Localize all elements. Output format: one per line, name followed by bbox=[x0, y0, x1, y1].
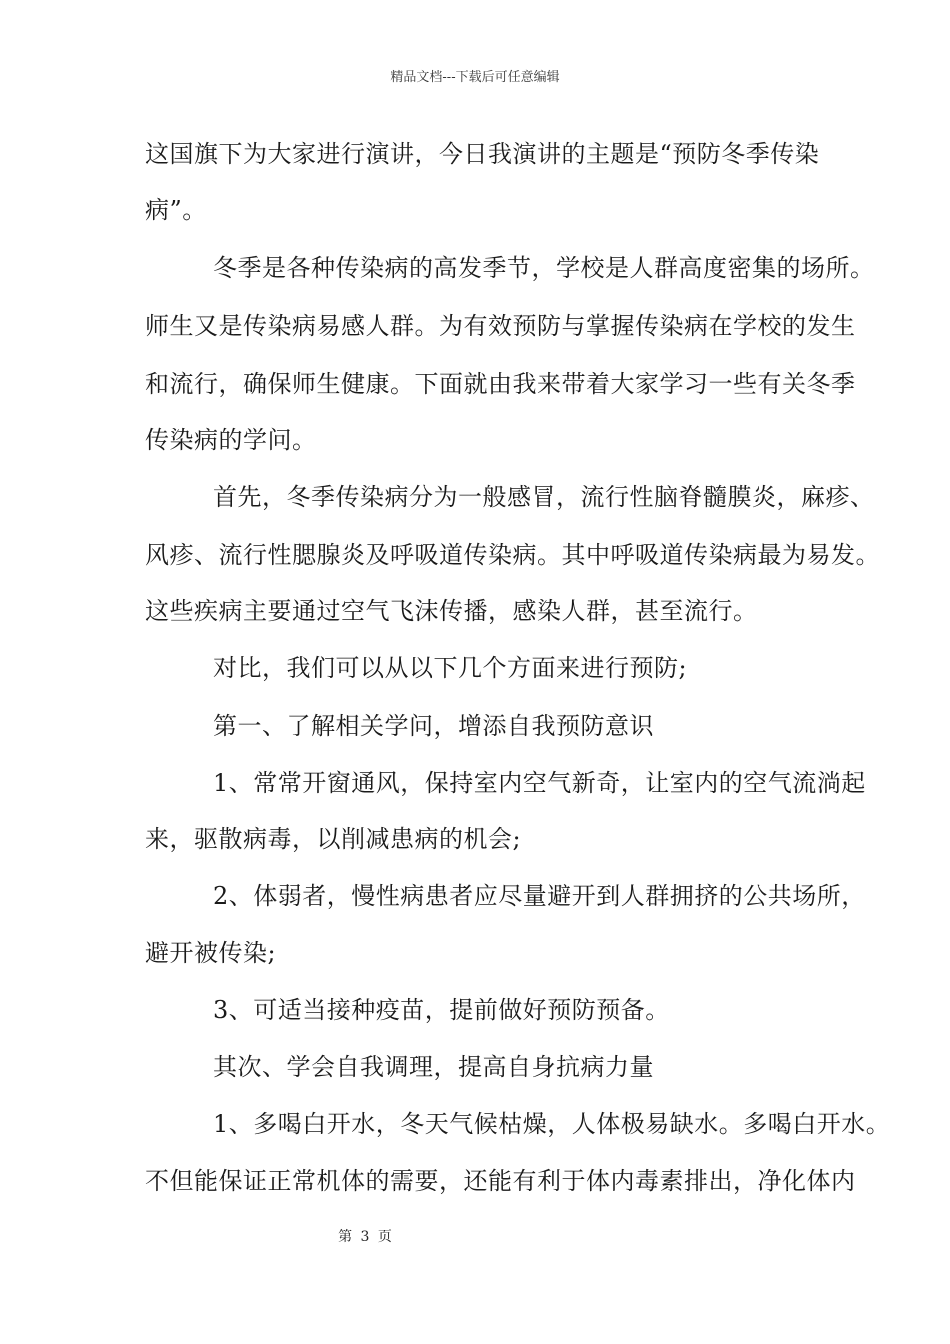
page-header: 精品文档---下载后可任意编辑 bbox=[390, 70, 560, 85]
text-line: 不但能保证正常机体的需要，还能有利于体内毒素排出，净化体内 bbox=[145, 1167, 856, 1195]
text-line: 风疹、流行性腮腺炎及呼吸道传染病。其中呼吸道传染病最为易发。 bbox=[145, 541, 880, 569]
text-line: 其次、学会自我调理，提高自身抗病力量 bbox=[213, 1053, 654, 1081]
text-line: 首先，冬季传染病分为一般感冒，流行性脑脊髓膜炎，麻疹、 bbox=[213, 483, 875, 511]
text-line: 1、常常开窗通风，保持室内空气新奇，让室内的空气流淌起 bbox=[213, 769, 866, 797]
text-line: 来，驱散病毒，以削减患病的机会; bbox=[145, 825, 522, 853]
text-line: 传染病的学问。 bbox=[145, 426, 317, 454]
text-line: 和流行，确保师生健康。下面就由我来带着大家学习一些有关冬季 bbox=[145, 370, 856, 398]
text-line: 这国旗下为大家进行演讲，今日我演讲的主题是“预防冬季传染 bbox=[145, 140, 820, 168]
text-line: 避开被传染; bbox=[145, 939, 277, 967]
text-line: 3、可适当接种疫苗，提前做好预防预备。 bbox=[213, 996, 670, 1024]
text-line: 冬季是各种传染病的高发季节，学校是人群高度密集的场所。 bbox=[213, 254, 875, 282]
text-line: 对比，我们可以从以下几个方面来进行预防; bbox=[213, 654, 688, 682]
text-line: 1、多喝白开水，冬天气候枯燥，人体极易缺水。多喝白开水。 bbox=[213, 1110, 891, 1138]
text-line: 这些疾病主要通过空气飞沫传播，感染人群，甚至流行。 bbox=[145, 597, 758, 625]
page-number: 第 3 页 bbox=[338, 1229, 392, 1245]
text-line: 2、体弱者，慢性病患者应尽量避开到人群拥挤的公共场所， bbox=[213, 882, 866, 910]
text-line: 师生又是传染病易感人群。为有效预防与掌握传染病在学校的发生 bbox=[145, 312, 856, 340]
text-line: 第一、了解相关学问，增添自我预防意识 bbox=[213, 712, 654, 740]
text-line: 病”。 bbox=[145, 196, 207, 224]
